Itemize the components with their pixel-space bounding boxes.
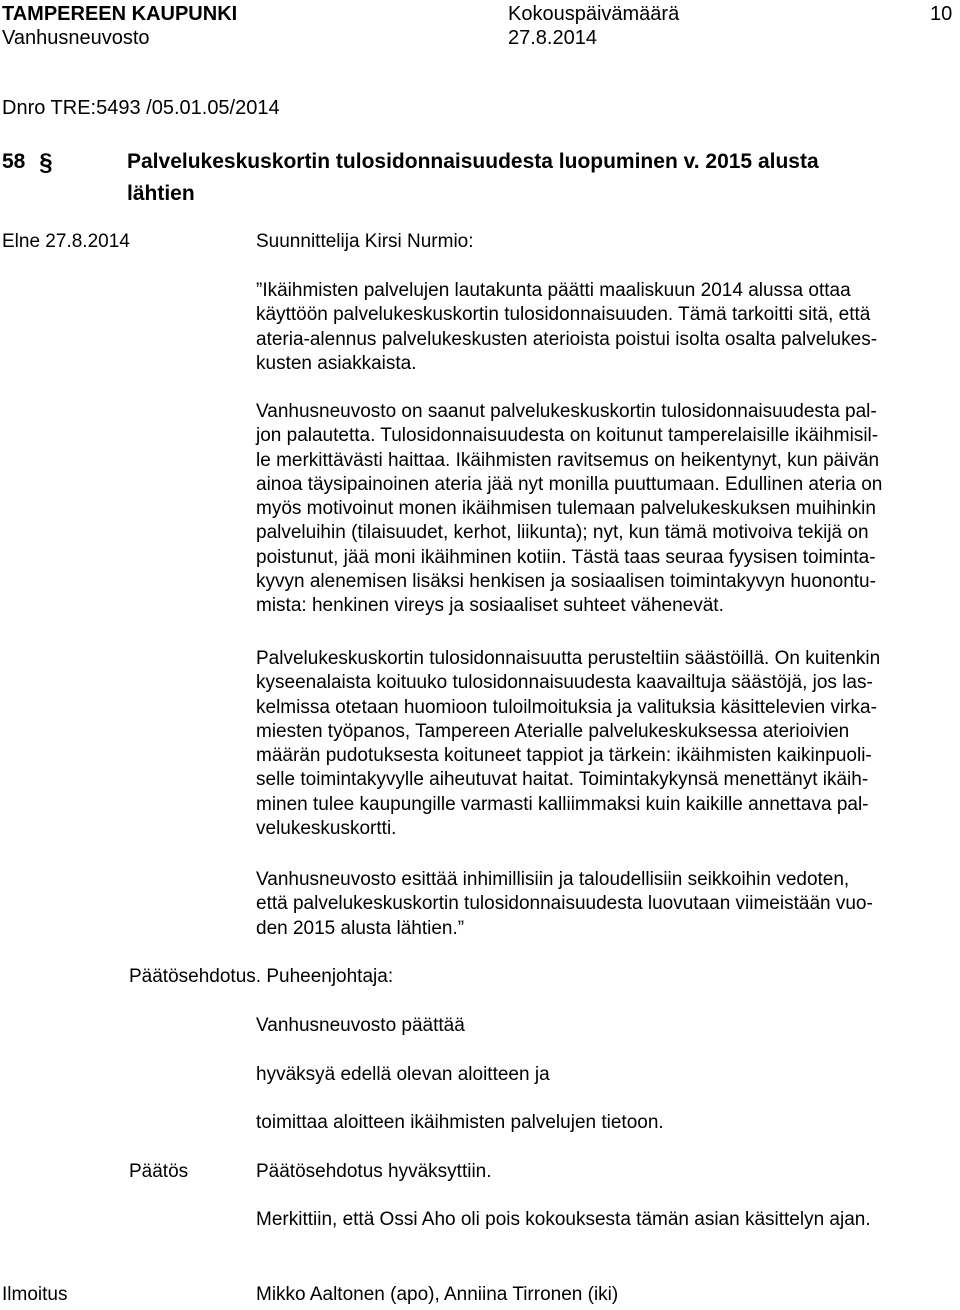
page-number: 10: [930, 3, 953, 25]
notice-value: Mikko Aaltonen (apo), Anniina Tirronen (iki): [256, 1284, 619, 1305]
notice-label: Ilmoitus: [2, 1284, 68, 1305]
text-line: myös motivoinut monen ikäihmisen tulemaan palvelukeskuksen muihinkin: [256, 498, 876, 520]
item-number-line: [2, 146, 53, 179]
presenter: Suunnittelija Kirsi Nurmio:: [256, 231, 474, 252]
text-line: selle toimintakyvylle aiheutuvat haitat. Toimintakykynsä menettänyt ikäih-: [256, 769, 869, 791]
text-line: miesten työpanos, Tampereen Aterialle palvelukeskuksessa aterioivien: [256, 720, 850, 742]
text-line: kusten asiakkaista.: [256, 352, 417, 374]
text-line: Vanhusneuvosto esittää inhimillisiin ja taloudellisiin seikkoihin vedoten,: [256, 869, 850, 890]
paragraph: [256, 647, 956, 841]
meeting-date: 27.8.2014: [508, 27, 597, 49]
text-line: poistunut, jää moni ikäihminen kotiin. Tästä taas seuraa fyysisen toiminta-: [256, 546, 876, 568]
city-name: TAMPEREEN KAUPUNKI: [2, 3, 238, 25]
text-line: määrän pudotuksesta koituneet tappiot ja tärkein: ikäihmisten kaikinpuoli-: [256, 745, 872, 767]
text-line: den 2015 alusta lähtien.”: [256, 917, 465, 939]
body-name: Vanhusneuvosto: [2, 27, 150, 49]
item-title-line: Palvelukeskuskortin tulosidonnaisuudesta luopuminen v. 2015 alusta: [127, 150, 819, 173]
paragraph: [256, 400, 956, 619]
text-line: ainoa täysipainoinen ateria jää nyt monilla puuttumaan. Edullinen ateria on: [256, 473, 883, 495]
proposal-line: Vanhusneuvosto päättää: [256, 1015, 465, 1036]
text-line: ateria-alennus palvelukeskusten aterioista poistui isolta osalta palvelukes-: [256, 328, 878, 350]
text-line: kyseenalaista koituuko tulosidonnaisuudesta kaavailtuja säästöjä, jos las-: [256, 672, 873, 694]
text-line: kelmissa otetaan huomioon tuloilmoituksia ja valituksia käsittelevien virka-: [256, 696, 877, 718]
proposal-label: Päätösehdotus. Puheenjohtaja:: [129, 966, 394, 987]
decision-line: Merkittiin, että Ossi Aho oli pois kokouksesta tämän asian käsittelyn ajan.: [256, 1209, 871, 1230]
text-line: ”Ikäihmisten palvelujen lautakunta päätti maaliskuun 2014 alussa ottaa: [256, 280, 851, 301]
proposal-line: toimittaa aloitteen ikäihmisten palvelujen tietoon.: [256, 1112, 664, 1133]
text-line: Palvelukeskuskortin tulosidonnaisuutta perusteltiin säästöillä. On kuitenkin: [256, 648, 881, 669]
text-line: velukeskuskortti.: [256, 818, 397, 840]
paragraph: [256, 279, 956, 376]
initiative-label: Elne 27.8.2014: [2, 231, 130, 252]
decision-label: Päätös: [129, 1161, 189, 1182]
item-title-line: lähtien: [127, 182, 195, 205]
paragraph: [256, 868, 956, 941]
decision-line: Päätösehdotus hyväksyttiin.: [256, 1161, 492, 1182]
record-number: Dnro TRE:5493 /05.01.05/2014: [2, 97, 280, 119]
text-line: le merkittävästi haittaa. Ikäihmisten ravitsemus on heikentynyt, kun päivän: [256, 449, 880, 471]
text-line: Vanhusneuvosto on saanut palvelukeskuskortin tulosidonnaisuudesta pal-: [256, 401, 877, 422]
text-line: että palvelukeskuskortin tulosidonnaisuudesta luovutaan viimeistään vuo-: [256, 893, 873, 915]
proposal-line: hyväksyä edellä olevan aloitteen ja: [256, 1064, 550, 1085]
text-line: mista: henkinen vireys ja sosiaaliset suhteet vähenevät.: [256, 595, 724, 617]
item-title: [127, 146, 819, 210]
date-label: Kokouspäivämäärä: [508, 3, 680, 25]
text-line: käyttöön palvelukeskuskortin tulosidonnaisuuden. Tämä tarkoitti sitä, että: [256, 304, 871, 326]
text-line: palveluihin (tilaisuudet, kerhot, liikunta); nyt, kun tämä motivoiva tekijä on: [256, 522, 869, 544]
item-number: 58: [2, 150, 26, 173]
section-symbol: §: [39, 149, 53, 176]
text-line: jon palautetta. Tulosidonnaisuudesta on koitunut tamperelaisille ikäihmisil-: [256, 425, 879, 447]
text-line: minen tulee kaupungille varmasti kalliimmaksi kuin kaikille annettava pal-: [256, 793, 869, 815]
text-line: kyvyn alenemisen lisäksi henkisen ja sosiaalisen toimintakyvyn huonontu-: [256, 571, 876, 593]
